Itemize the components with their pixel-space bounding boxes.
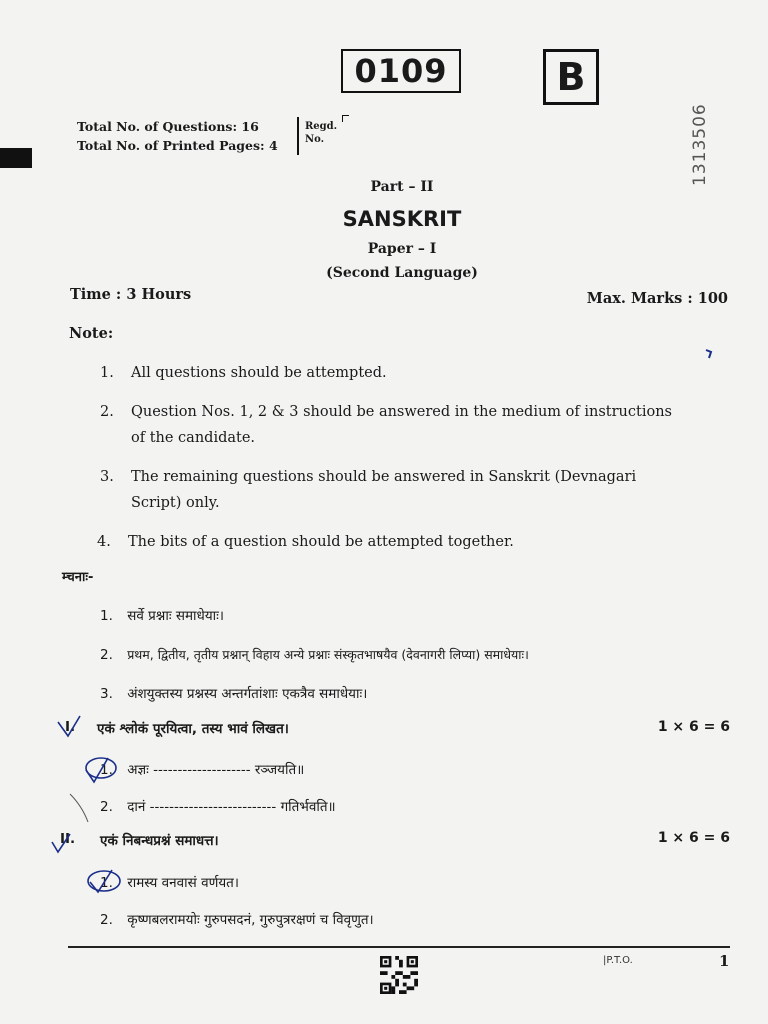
regd-no-label: No. bbox=[305, 134, 325, 145]
max-marks: Max. Marks : 100 bbox=[586, 290, 728, 307]
suchna-item-number: 3. bbox=[100, 686, 113, 702]
question-item-text: कृष्णबलरामयोः गुरुपसदनं, गुरुपुत्ररक्षणं च विवृणुत। bbox=[127, 912, 374, 928]
question-marks: 1 × 6 = 6 bbox=[657, 719, 730, 735]
question-item-number: 1. bbox=[100, 875, 113, 891]
question-item-text: दानं -------------------------- गतिर्भवति॥ bbox=[127, 799, 336, 815]
note-item-text-line1: Question Nos. 1, 2 & 3 should be answered in the medium of instructions bbox=[131, 404, 672, 420]
note-item-number: 1. bbox=[100, 365, 114, 381]
question-number: I. bbox=[65, 719, 76, 735]
circle-mark-q1-item1 bbox=[86, 758, 116, 778]
question-item-number: 2. bbox=[100, 912, 113, 928]
paper-code: 0109 bbox=[341, 49, 461, 93]
tick-mark-q2 bbox=[52, 834, 70, 852]
note-item-text: The bits of a question should be attempted together. bbox=[128, 534, 514, 550]
note-item-number: 3. bbox=[100, 469, 114, 485]
question-item-text: रामस्य वनवासं वर्णयत। bbox=[127, 875, 239, 891]
tick-mark-q1 bbox=[58, 716, 80, 736]
part-title: Part – II bbox=[370, 179, 434, 195]
note-heading: Note: bbox=[69, 325, 114, 342]
language-title: (Second Language) bbox=[326, 265, 478, 281]
circle-mark-q2-item1 bbox=[88, 871, 120, 891]
suchna-heading: म्चनाः- bbox=[62, 570, 94, 585]
pto-label: |P.T.O. bbox=[603, 955, 633, 966]
note-item-text: All questions should be attempted. bbox=[131, 365, 387, 381]
serial-number: 1313506 bbox=[690, 103, 710, 186]
ink-dot bbox=[706, 350, 711, 358]
suchna-item-number: 1. bbox=[100, 608, 113, 624]
note-item-text-line2: of the candidate. bbox=[131, 430, 256, 446]
note-item-text-line2: Script) only. bbox=[131, 495, 220, 511]
page-count: Total No. of Printed Pages: 4 bbox=[77, 138, 278, 153]
question-item-number: 2. bbox=[100, 799, 113, 815]
note-item-text-line1: The remaining questions should be answered in Sanskrit (Devnagari bbox=[131, 469, 637, 485]
page-number: 1 bbox=[719, 952, 730, 970]
pencil-stroke bbox=[70, 794, 88, 822]
footer-rule bbox=[68, 946, 730, 948]
question-marks: 1 × 6 = 6 bbox=[657, 830, 730, 846]
qr-code-icon bbox=[380, 956, 418, 994]
suchna-item-text: प्रथम, द्वितीय, तृतीय प्रश्नान् विहाय अन्ये प्रश्नाः संस्कृतभाषयैव (देवनागरी लिप्या) समाधेयाः। bbox=[127, 647, 529, 662]
series-letter: B bbox=[543, 49, 599, 105]
suchna-item-text: सर्वे प्रश्नाः समाधेयाः। bbox=[127, 608, 225, 624]
suchna-item-text: अंशयुक्तस्य प्रश्नस्य अन्तर्गतांशाः एकत्रैव समाधेयाः। bbox=[127, 686, 368, 702]
question-text: एकं निबन्धप्रश्नं समाधत्त। bbox=[100, 833, 219, 849]
question-text: एकं श्लोकं पूरयित्वा, तस्य भावं लिखत। bbox=[97, 721, 289, 737]
note-item-number: 4. bbox=[97, 534, 111, 550]
question-item-text: अज्ञः -------------------- रञ्जयति॥ bbox=[127, 762, 305, 778]
question-count: Total No. of Questions: 16 bbox=[77, 119, 259, 134]
regd-label: Regd. bbox=[305, 121, 338, 132]
question-item-number: 1. bbox=[100, 762, 113, 778]
exam-time: Time : 3 Hours bbox=[70, 286, 192, 303]
paper-title: Paper – I bbox=[367, 241, 437, 257]
subject-title: SANSKRIT bbox=[342, 207, 462, 231]
question-number: II. bbox=[60, 831, 76, 847]
suchna-item-number: 2. bbox=[100, 647, 113, 663]
note-item-number: 2. bbox=[100, 404, 114, 420]
